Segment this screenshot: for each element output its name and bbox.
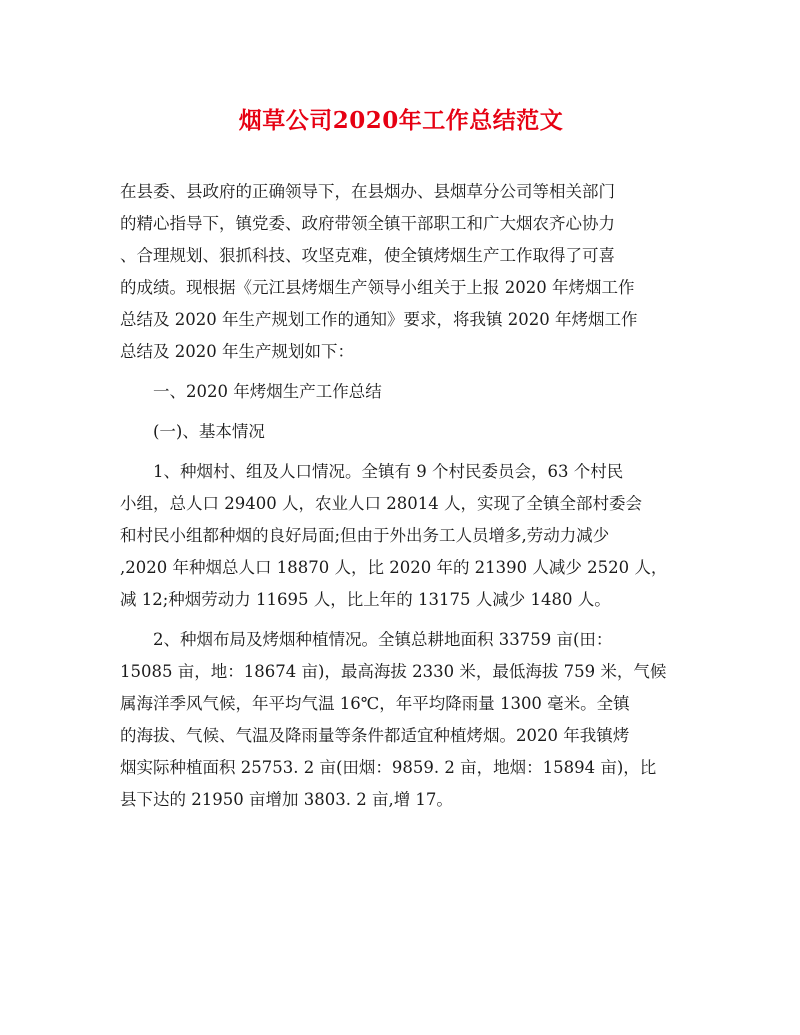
paragraph-item-2: [120, 624, 682, 816]
paragraph-intro: [120, 176, 682, 368]
text-line: (一)、基本情况: [153, 422, 265, 441]
text-line: 、合理规划、狠抓科技、攻坚克难，使全镇烤烟生产工作取得了可喜: [120, 246, 615, 265]
text-line: 1、种烟村、组及人口情况。全镇有 9 个村民委员会，63 个村民: [153, 462, 624, 481]
text-line: 和村民小组都种烟的良好局面;但由于外出务工人员增多,劳动力减少: [120, 526, 610, 545]
paragraph-item-1: [120, 456, 682, 616]
text-line: 减 12;种烟劳动力 11695 人，比上年的 13175 人减少 1480 人。: [120, 590, 611, 609]
text-line: 县下达的 21950 亩增加 3803. 2 亩,增 17。: [120, 790, 453, 809]
text-line: ,2020 年种烟总人口 18870 人，比 2020 年的 21390 人减少 2520 人，: [120, 558, 668, 577]
text-line: 小组，总人口 29400 人，农业人口 28014 人，实现了全镇全部村委会: [120, 494, 642, 513]
text-line: 总结及 2020 年生产规划工作的通知》要求，将我镇 2020 年烤烟工作: [120, 310, 638, 329]
document-page: [120, 104, 682, 824]
text-line: 一、2020 年烤烟生产工作总结: [153, 382, 382, 401]
text-line: 2、种烟布局及烤烟种植情况。全镇总耕地面积 33759 亩(田：: [153, 630, 613, 649]
text-line: 总结及 2020 年生产规划如下：: [120, 342, 354, 361]
subsection-heading: [120, 416, 682, 448]
text-line: 在县委、县政府的正确领导下，在县烟办、县烟草分公司等相关部门: [120, 182, 615, 201]
document-title: 烟草公司2020年工作总结范文: [238, 107, 564, 134]
section-heading: [120, 376, 682, 408]
text-line: 属海洋季风气候，年平均气温 16℃，年平均降雨量 1300 毫米。全镇: [120, 694, 630, 713]
text-line: 的海拔、气候、气温及降雨量等条件都适宜种植烤烟。2020 年我镇烤: [120, 726, 630, 745]
text-line: 15085 亩，地：18674 亩)，最高海拔 2330 米，最低海拔 759 米，气候: [120, 662, 667, 681]
text-line: 烟实际种植面积 25753. 2 亩(田烟：9859. 2 亩，地烟：15894 亩)，比: [120, 758, 657, 777]
text-line: 的精心指导下，镇党委、政府带领全镇干部职工和广大烟农齐心协力: [120, 214, 615, 233]
text-line: 的成绩。现根据《元江县烤烟生产领导小组关于上报 2020 年烤烟工作: [120, 278, 635, 297]
